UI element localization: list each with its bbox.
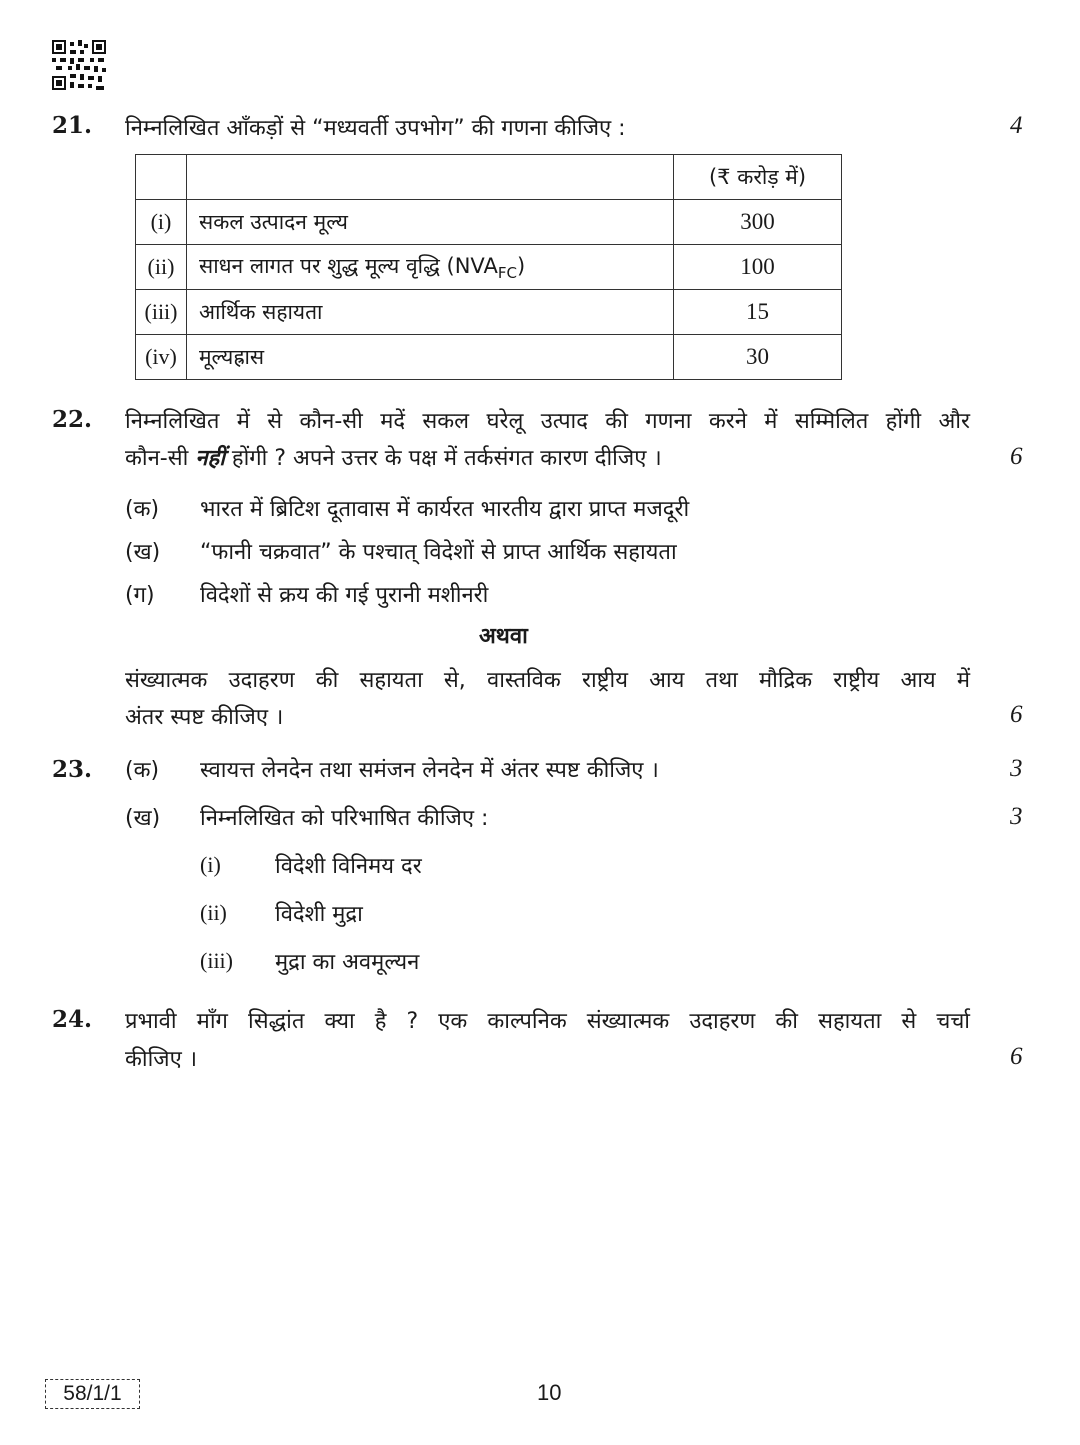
question-marks: 6: [1010, 1043, 1023, 1070]
item-label: (ग): [125, 583, 155, 608]
qr-code: [52, 40, 106, 90]
table-row: [136, 200, 842, 245]
question-marks: 3: [1010, 755, 1023, 782]
row-value: 100: [674, 245, 842, 290]
sub-item-text: मुद्रा का अवमूल्यन: [275, 950, 420, 975]
question-marks: 6: [1010, 443, 1023, 470]
alt-question-line: संख्यात्मक उदाहरण की सहायता से, वास्तविक राष्ट्रीय आय तथा मौद्रिक राष्ट्रीय आय में: [125, 668, 970, 693]
page-number: 10: [537, 1380, 562, 1405]
item-label: (क): [125, 758, 160, 783]
row-index: (iii): [136, 290, 187, 335]
row-value: 300: [674, 200, 842, 245]
item-text: “फानी चक्रवात” के पश्चात् विदेशों से प्राप्त आर्थिक सहायता: [200, 540, 677, 565]
table-unit-header: (₹ करोड़ में): [674, 155, 842, 200]
question-marks: 6: [1010, 701, 1023, 728]
sub-item-label: (i): [200, 852, 221, 877]
row-label-text: साधन लागत पर शुद्ध मूल्य वृद्धि (NVA: [199, 253, 498, 278]
text-segment: होंगी ? अपने उत्तर के पक्ष में तर्कसंगत कारण दीजिए ।: [224, 446, 662, 471]
question-text-line: [125, 442, 662, 472]
row-value: 30: [674, 335, 842, 380]
emphasis-text: नहीं: [195, 446, 225, 471]
table-cell: [136, 155, 187, 200]
item-text: विदेशों से क्रय की गई पुरानी मशीनरी: [200, 583, 489, 608]
data-table: [135, 154, 842, 380]
row-label: [187, 245, 674, 290]
row-label: मूल्यह्रास: [187, 335, 674, 380]
item-label: (क): [125, 497, 160, 522]
row-label: आर्थिक सहायता: [187, 290, 674, 335]
row-index: (ii): [136, 245, 187, 290]
row-index: (i): [136, 200, 187, 245]
question-marks: 3: [1010, 803, 1023, 830]
row-label-end: ): [516, 253, 526, 278]
text-segment: कौन-सी: [125, 446, 196, 471]
table-row: [136, 290, 842, 335]
question-number: 22.: [52, 406, 93, 433]
question-text: निम्नलिखित आँकड़ों से “मध्यवर्ती उपभोग” की गणना कीजिए :: [125, 116, 626, 141]
sub-item-label: (iii): [200, 948, 233, 973]
row-index: (iv): [136, 335, 187, 380]
question-text-line: कीजिए ।: [125, 1047, 198, 1072]
question-number: 24.: [52, 1006, 93, 1033]
alt-question-line: अंतर स्पष्ट कीजिए ।: [125, 705, 284, 730]
question-number: 23.: [52, 756, 93, 783]
sub-item-text: विदेशी मुद्रा: [275, 902, 363, 927]
paper-code: 58/1/1: [45, 1379, 140, 1409]
item-label: (ख): [125, 540, 161, 565]
sub-item-text: विदेशी विनिमय दर: [275, 854, 422, 879]
table-cell: [187, 155, 674, 200]
item-text: स्वायत्त लेनदेन तथा समंजन लेनदेन में अंतर स्पष्ट कीजिए ।: [200, 758, 659, 783]
row-label-subscript: FC: [497, 264, 517, 283]
question-text-line: निम्नलिखित में से कौन-सी मदें सकल घरेलू उत्पाद की गणना करने में सम्मिलित होंगी और: [125, 409, 970, 434]
question-text-line: प्रभावी माँग सिद्धांत क्या है ? एक काल्पनिक संख्यात्मक उदाहरण की सहायता से चर्चा: [125, 1009, 970, 1034]
item-label: (ख): [125, 806, 161, 831]
item-text: निम्नलिखित को परिभाषित कीजिए :: [200, 806, 489, 831]
question-marks: 4: [1010, 112, 1023, 139]
table-row: [136, 335, 842, 380]
table-row: [136, 245, 842, 290]
or-heading: अथवा: [479, 624, 528, 649]
row-label: सकल उत्पादन मूल्य: [187, 200, 674, 245]
question-number: 21.: [52, 112, 93, 139]
sub-item-label: (ii): [200, 900, 227, 925]
table-header-row: [136, 155, 842, 200]
row-value: 15: [674, 290, 842, 335]
item-text: भारत में ब्रिटिश दूतावास में कार्यरत भारतीय द्वारा प्राप्त मजदूरी: [200, 497, 690, 522]
